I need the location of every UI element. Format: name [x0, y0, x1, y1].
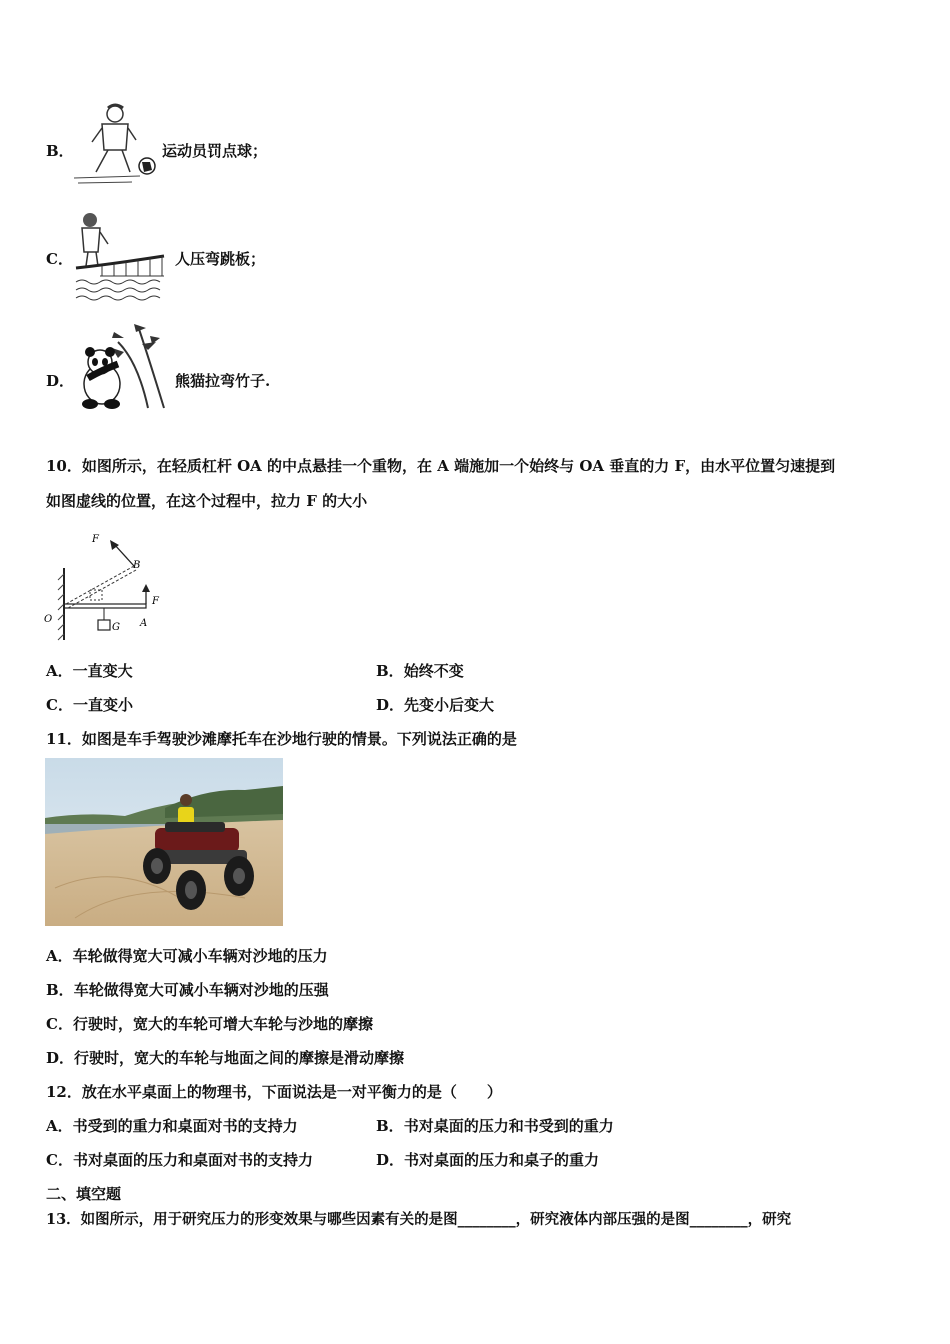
q12-option-a: A．书受到的重力和桌面对书的支持力	[46, 1117, 298, 1135]
q12-option-b: B．书对桌面的压力和书受到的重力	[376, 1117, 614, 1135]
q11-option-a: A．车轮做得宽大可减小车辆对沙地的压力	[46, 947, 328, 965]
q11-option-d: D．行驶时，宽大的车轮与地面之间的摩擦是滑动摩擦	[46, 1049, 405, 1067]
lever-label-b: B	[133, 560, 141, 571]
q10-stem-line1: 10．如图所示，在轻质杠杆 OA 的中点悬挂一个重物，在 A 端施加一个始终与 OA 垂直的力 F，由水平位置匀速提到	[46, 457, 836, 475]
q11-stem: 11．如图是车手驾驶沙滩摩托车在沙地行驶的情景。下列说法正确的是	[46, 730, 517, 748]
q9-option-b-text: 运动员罚点球；	[162, 142, 268, 160]
q10-stem-line2: 如图虚线的位置，在这个过程中，拉力 F 的大小	[46, 492, 368, 510]
q10-option-b: B．始终不变	[376, 662, 464, 680]
q10-option-d: D．先变小后变大	[376, 696, 495, 714]
q9-option-c-letter: C．	[46, 250, 73, 268]
atv-beach-photo	[45, 758, 283, 926]
lever-label-f-right: F	[152, 596, 159, 607]
q9-option-c-text: 人压弯跳板；	[175, 250, 266, 268]
lever-diagram	[42, 528, 172, 648]
soccer-player-illustration	[70, 100, 160, 188]
q12-option-c: C．书对桌面的压力和桌面对书的支持力	[46, 1151, 313, 1169]
lever-label-f-top: F	[92, 534, 99, 545]
section-title: 二、填空题	[46, 1185, 122, 1203]
q10-option-a: A．一直变大	[46, 662, 133, 680]
q11-option-b: B．车轮做得宽大可减小车辆对沙地的压强	[46, 981, 329, 999]
lever-label-g: G	[112, 622, 120, 633]
diving-board-illustration	[72, 210, 168, 302]
q12-option-d: D．书对桌面的压力和桌子的重力	[376, 1151, 600, 1169]
q9-option-d-text: 熊猫拉弯竹子.	[175, 372, 271, 390]
panda-bamboo-illustration	[78, 322, 170, 412]
q11-option-c: C．行驶时，宽大的车轮可增大车轮与沙地的摩擦	[46, 1015, 373, 1033]
q10-option-c: C．一直变小	[46, 696, 133, 714]
q13-stem: 13．如图所示，用于研究压力的形变效果与哪些因素有关的是图________，研究液体内部压强的是图________，研究	[46, 1211, 792, 1228]
q9-option-b-letter: B．	[46, 142, 74, 160]
q9-option-d-letter: D．	[46, 372, 75, 390]
lever-label-o: O	[44, 614, 53, 625]
lever-label-a: A	[140, 618, 148, 629]
q12-stem: 12．放在水平桌面上的物理书，下面说法是一对平衡力的是（ ）	[46, 1083, 502, 1101]
